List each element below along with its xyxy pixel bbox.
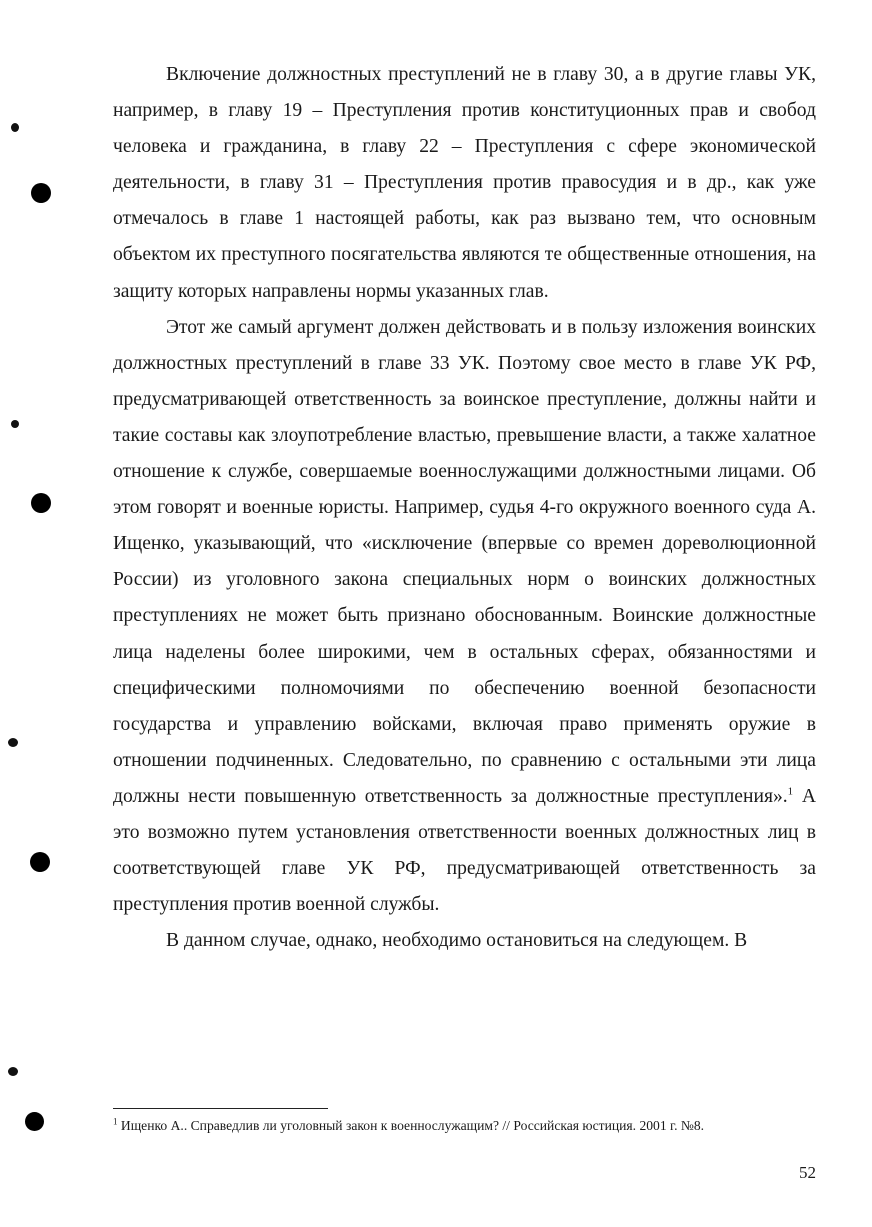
binder-dot-icon	[11, 420, 19, 428]
binder-hole-icon	[31, 183, 51, 203]
paragraph-2	[113, 310, 816, 924]
binder-dot-icon	[8, 1067, 18, 1076]
paragraph-3: В данном случае, однако, необходимо остановиться на следующем. В	[166, 930, 748, 952]
binder-dot-icon	[8, 738, 18, 747]
binder-hole-icon	[31, 493, 51, 513]
footnote-separator	[113, 1108, 328, 1109]
binder-dot-icon	[11, 123, 19, 132]
footnote-reference: 1	[787, 785, 794, 798]
paragraph-2-text-after-note: А это возможно путем установления ответственности военных должностных лиц в соответствующей главе УК РФ, предусматривающей ответственность за преступления против военной службы.	[113, 785, 816, 916]
page-number: 52	[799, 1163, 816, 1182]
body-text	[113, 57, 816, 959]
footnote-text: Ищенко А.. Справедлив ли уголовный закон к военнослужащим? // Российская юстиция. 2001 г. №8.	[117, 1118, 705, 1133]
paragraph-2-text: Этот же самый аргумент должен действовать и в пользу изложения воинских должностных преступлений в главе 33 УК. Поэтому свое место в главе УК РФ, предусматривающей ответственность за воинское преступление, должны найти и такие составы как злоупотребление властью, превышение власти, а также халатное отношение к службе, совершаемые военнослужащими должностными лицами. Об этом говорят и военные юристы. Например, судья 4-го окружного военного суда А. Ищенко, указывающий, что «исключение (впервые со времен дореволюционной России) из уголовного закона специальных норм о воинских должностных преступлениях не может быть признано обоснованным. Воинские должностные лица наделены более широкими, чем в остальных сферах, обязанностями и специфическими полномочиями по обеспечению военной безопасности государства и управлению войсками, включая право применять оружие в отношении подчиненных. Следовательно, по сравнению с остальными эти лица должны нести повышенную ответственность за должностные преступления».	[113, 316, 816, 807]
footnote-marker: 1	[113, 1116, 118, 1127]
binder-hole-icon	[30, 852, 50, 872]
paragraph-1: Включение должностных преступлений не в главу 30, а в другие главы УК, например, в главу 19 – Преступления против конституционных прав и свобод человека и гражданина, в главу 22 – Преступления с сфере экономической деятельности, в главу 31 – Преступления против правосудия и в др., как уже отмечалось в главе 1 настоящей работы, как раз вызвано тем, что основным объектом их преступного посягательства являются те общественные отношения, на защиту которых направлены нормы указанных глав.	[113, 64, 816, 302]
binder-hole-icon	[25, 1112, 44, 1131]
footnote	[113, 1117, 816, 1135]
